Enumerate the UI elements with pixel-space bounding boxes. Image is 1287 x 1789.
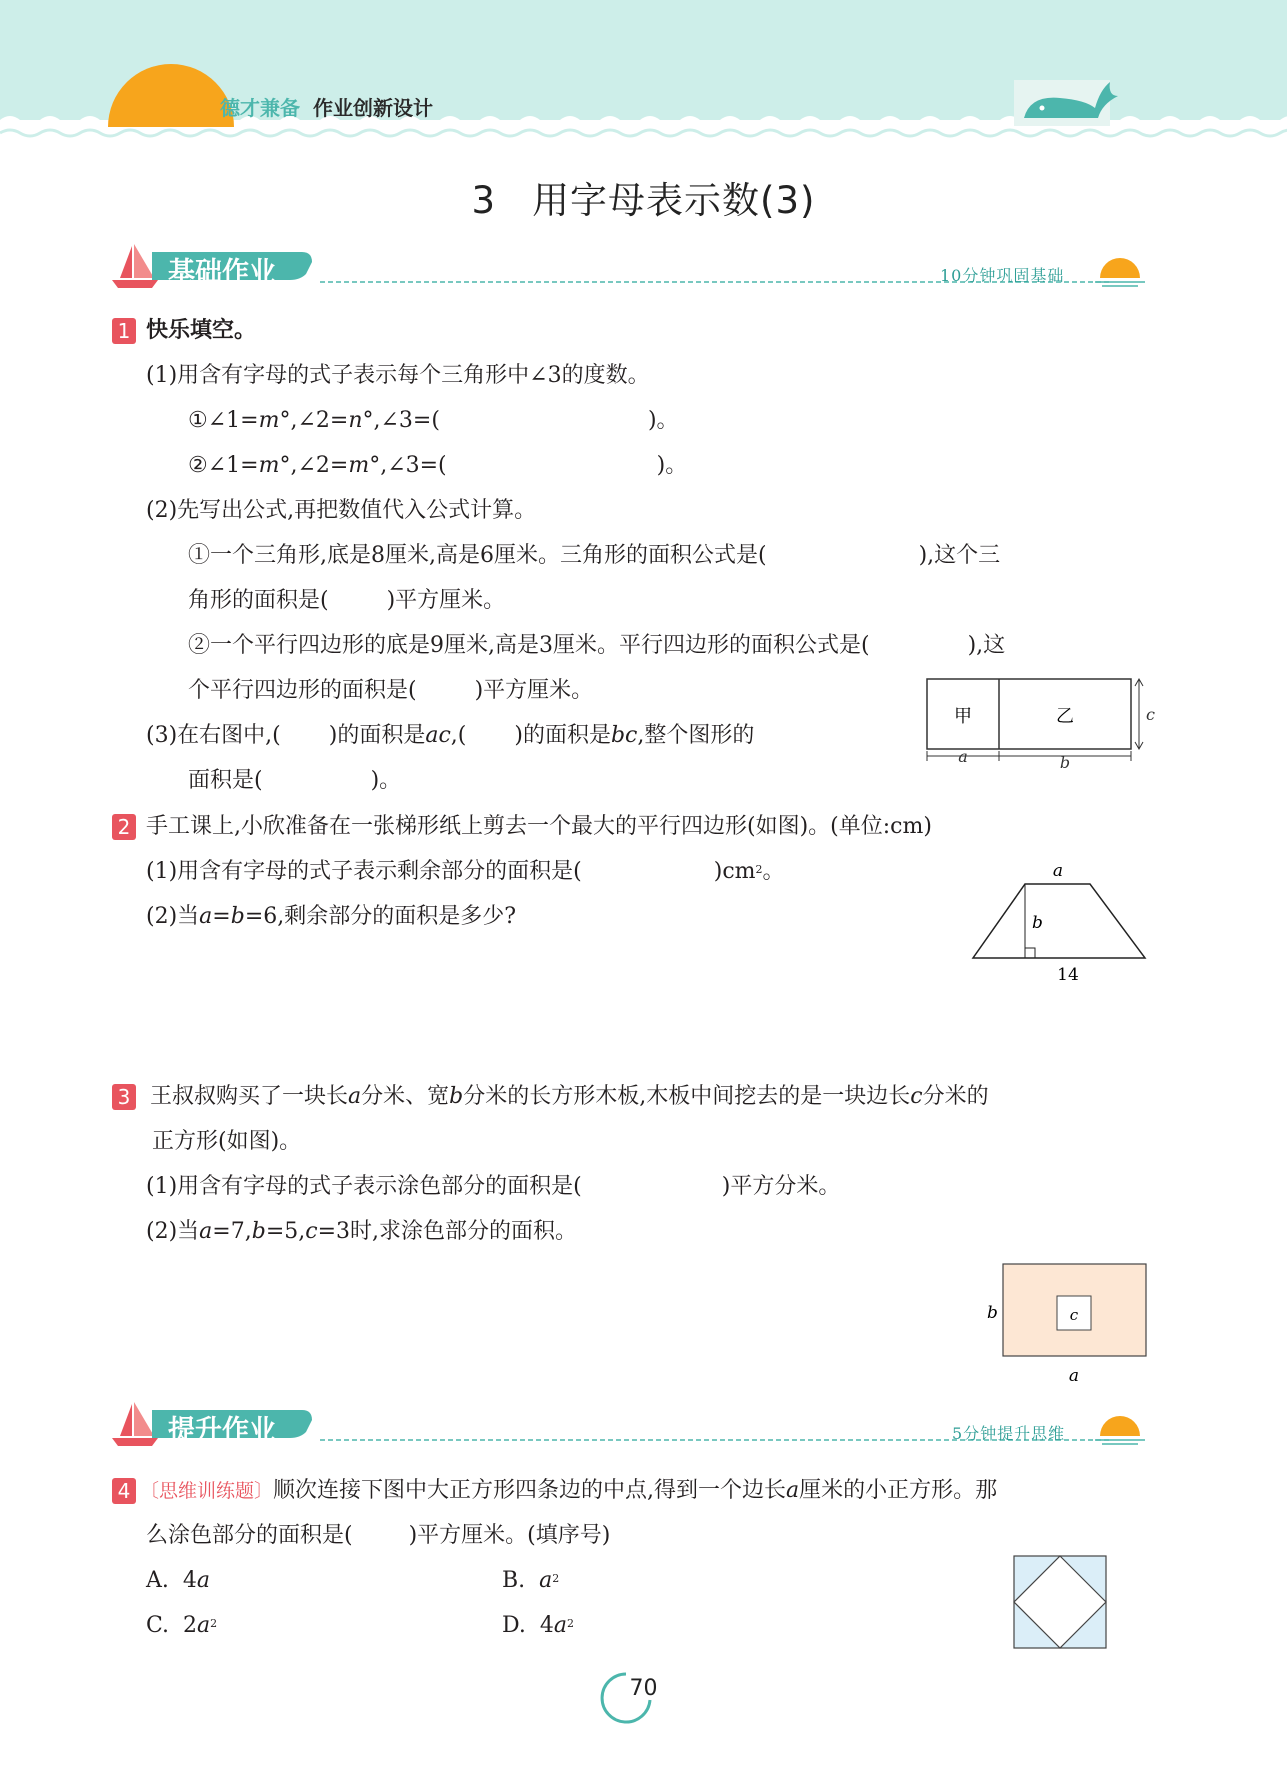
question-number-2: 2	[112, 814, 136, 840]
q1-part3-line2: 面积是( )。	[188, 768, 402, 793]
q1-part2a-line1: ①一个三角形,底是8厘米,高是6厘米。三角形的面积公式是( ),这个三	[188, 543, 1001, 568]
board-side-a: a	[1068, 1366, 1080, 1386]
section-basic-label: 基础作业	[168, 257, 276, 288]
dim-b: b	[1059, 753, 1071, 772]
option-d[interactable]: D. $4a^2$	[502, 1613, 574, 1638]
dim-a: a	[958, 747, 968, 766]
section-basic-tag: 10分钟巩固基础	[940, 266, 1065, 285]
lesson-title: 用字母表示数(3)	[532, 179, 816, 222]
question-number-3: 3	[112, 1084, 136, 1110]
q4-line2: 么涂色部分的面积是( )平方厘米。(填序号)	[146, 1523, 611, 1548]
trapezoid-bottom: 14	[1057, 965, 1079, 985]
q2-text: 手工课上,小欣准备在一张梯形纸上剪去一个最大的平行四边形(如图)。(单位:cm)	[146, 814, 932, 839]
page-title	[0, 170, 1287, 224]
trapezoid-top: a	[1052, 861, 1064, 881]
q2-figure	[960, 858, 1160, 988]
question-number-1: 1	[112, 318, 136, 344]
q1-part1: (1)用含有字母的式子表示每个三角形中∠3的度数。	[146, 363, 650, 388]
q1-part2b-line2: 个平行四边形的面积是( )平方厘米。	[188, 678, 594, 703]
q3-figure	[975, 1258, 1155, 1388]
q3-line1: 王叔叔购买了一块长a分米、宽b分米的长方形木板,木板中间挖去的是一块边长c分米的	[150, 1084, 989, 1109]
sailboat-icon	[112, 1402, 158, 1446]
region-jia: 甲	[954, 706, 972, 727]
section-advanced-label: 提升作业	[168, 1415, 276, 1446]
q4-figure	[1012, 1552, 1112, 1652]
sun-icon	[1095, 1416, 1145, 1444]
q1-heading: 快乐填空。	[146, 318, 257, 343]
q2-part2: (2)当a=b=6,剩余部分的面积是多少?	[146, 904, 517, 929]
q1-part2a-line2: 角形的面积是( )平方厘米。	[188, 588, 506, 613]
q1-figure	[920, 672, 1160, 772]
q1-part1b: ②∠1=m°,∠2=m°,∠3=( )。	[188, 453, 688, 478]
q3-line2: 正方形(如图)。	[152, 1129, 302, 1154]
sun-icon	[1095, 258, 1145, 286]
inner-square-c: c	[1069, 1306, 1079, 1324]
trapezoid-height: b	[1032, 913, 1043, 933]
sailboat-icon	[112, 244, 158, 288]
dim-c: c	[1146, 705, 1155, 724]
brand-series: 作业创新设计	[313, 96, 433, 120]
brand-name: 德才兼备	[220, 96, 300, 120]
region-yi: 乙	[1056, 706, 1074, 727]
q1-part2b-line1: ②一个平行四边形的底是9厘米,高是3厘米。平行四边形的面积公式是( ),这	[188, 633, 1006, 658]
option-a[interactable]: A. 4a	[146, 1568, 211, 1593]
page-number: 70	[629, 1676, 658, 1701]
option-c[interactable]: C. $2a^2$	[146, 1613, 218, 1638]
q3-part2: (2)当a=7,b=5,c=3时,求涂色部分的面积。	[146, 1219, 578, 1244]
header-decoration	[0, 0, 1287, 150]
section-advanced-tag: 5分钟提升思维	[952, 1424, 1066, 1443]
q4-line1: 〔思维训练题〕顺次连接下图中大正方形四条边的中点,得到一个边长a厘米的小正方形。那	[140, 1478, 998, 1503]
board-side-b: b	[987, 1303, 998, 1323]
lesson-number: 3	[471, 179, 497, 222]
q2-part1: (1)用含有字母的式子表示剩余部分的面积是( )$cm^2$。	[146, 859, 785, 884]
q1-part1a: ①∠1=m°,∠2=n°,∠3=( )。	[188, 408, 679, 433]
q1-part2: (2)先写出公式,再把数值代入公式计算。	[146, 498, 537, 523]
page-header	[0, 0, 1287, 150]
q4-tag: 〔思维训练题〕	[140, 1480, 274, 1502]
option-b[interactable]: B. $a^2$	[502, 1568, 560, 1593]
q1-part3-line1: (3)在右图中,( )的面积是ac,( )的面积是bc,整个图形的	[146, 723, 755, 748]
question-number-4: 4	[112, 1478, 136, 1504]
q3-part1: (1)用含有字母的式子表示涂色部分的面积是( )平方分米。	[146, 1174, 841, 1199]
